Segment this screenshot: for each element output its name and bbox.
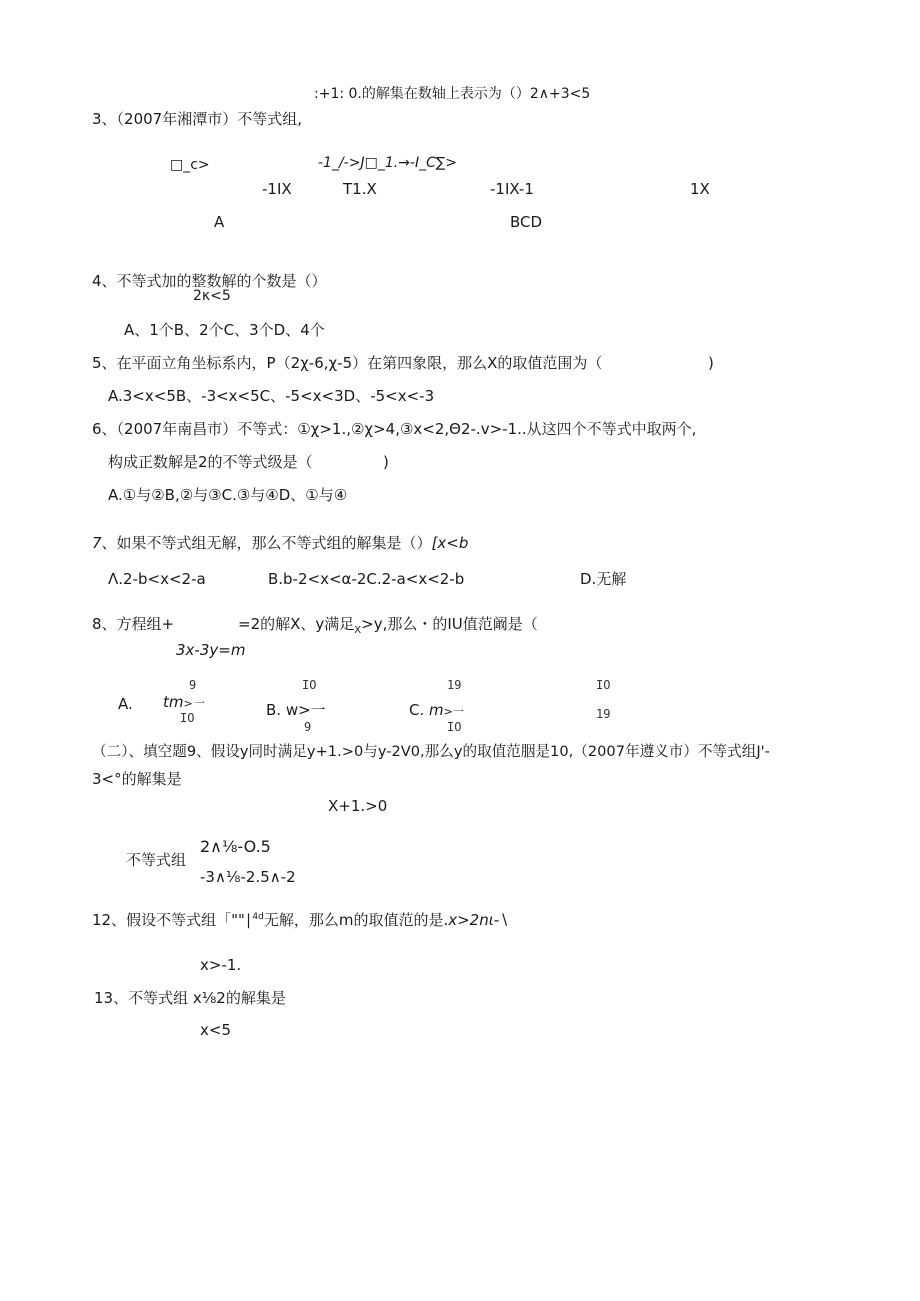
q8-option-c-label — [409, 703, 464, 718]
q2-tail: :+1: 0.的解集在数轴上表示为（）2∧+3<5 — [314, 86, 591, 102]
q12-sub-inequality: x>-1. — [200, 956, 242, 974]
q4-inequality: 2κ<5 — [193, 288, 231, 304]
q8-option-a-sym: >一 — [183, 697, 204, 710]
q3-numberline-fragment-mid: -1_/->J□_1.→-I_C∑> — [318, 155, 458, 171]
q8-option-a-top: 9 — [189, 678, 197, 692]
q8-stem-b — [238, 617, 538, 636]
q13-sub-inequality: x<5 — [200, 1021, 231, 1039]
q7-tail: [x<b — [431, 534, 469, 552]
q3-tick-4: 1X — [690, 180, 710, 198]
q5-close-paren: ) — [708, 354, 714, 372]
q6-line2-close-paren: ) — [383, 453, 389, 471]
q11-bottom-inequality: -3∧⅛-2.5∧-2 — [200, 868, 296, 886]
q3-option-bcd-label: BCD — [510, 213, 543, 231]
q8-option-b-bottom: 9 — [304, 720, 312, 734]
q7-stem — [92, 536, 468, 551]
q8-option-c-var: m — [429, 701, 444, 719]
q4-options: A、1个B、2个C、3个D、4个 — [124, 321, 325, 339]
q11-top-inequality: 2∧⅛-O.5 — [200, 837, 271, 856]
q5-options: A.3<x<5B、-3<x<5C、-5<x<3D、-5<x<-3 — [108, 387, 435, 405]
q12-stem-text-2: 无解，那么m的取值范的是. — [263, 911, 449, 929]
q8-option-b-label: B. w>一 — [266, 701, 326, 719]
q8-option-c-sym: >一 — [443, 705, 464, 718]
q7-option-bc: B.b-2<x<α-2C.2-a<x<2-b — [268, 570, 465, 588]
q12-tail: x>2nι-∖ — [448, 911, 509, 929]
q4-stem: 4、不等式加的整数解的个数是（） — [92, 272, 327, 290]
q8-stem-b-text: =2的解X、y满足 — [238, 615, 355, 633]
q8-stem-subscript: X — [354, 625, 362, 636]
q3-tick-1: -1IX — [262, 180, 292, 198]
q8-option-d-top: IO — [596, 678, 611, 692]
q8-option-d-bottom: 19 — [596, 707, 611, 721]
q8-option-b-top: IO — [302, 678, 317, 692]
q7-number: 7 — [92, 534, 102, 552]
q7-option-a: Λ.2-b<x<2-a — [108, 570, 206, 588]
q8-option-c-letter: C. — [409, 701, 425, 719]
q8-option-a-main — [163, 695, 204, 710]
q12-superscript: 4d — [252, 912, 264, 922]
q3-tick-3: -1IX-1 — [490, 180, 534, 198]
q3-tick-2: T1.X — [343, 180, 377, 198]
q12-stem-text: 12、假设不等式组「""∣ — [92, 911, 253, 929]
q3-stem: 3、（2007年湘潭市）不等式组, — [92, 110, 302, 128]
q12-stem — [92, 913, 509, 928]
q6-options: A.①与②B,②与③C.③与④D、①与④ — [108, 486, 348, 504]
q11-label: 不等式组 — [126, 851, 187, 869]
q3-numberline-fragment-left: □_c> — [170, 157, 210, 173]
q8-option-a-bottom: IO — [180, 711, 195, 725]
q8-stem-c-text: >y,那么・的IU值范阚是（ — [361, 615, 538, 633]
q6-line2: 构成正数解是2的不等式级是（ — [108, 453, 313, 471]
section2-line1: （二）、填空题9、假设y同时满足y+1.>0与y-2V0,那么y的取值范胭是10,（2007年遵义市）不等式组J'- — [92, 743, 770, 760]
q8-stem-a: 8、方程组+ — [92, 615, 175, 633]
q3-option-a-label: A — [214, 213, 225, 231]
q7-option-d: D.无解 — [580, 570, 627, 588]
q8-option-a-label: A. — [118, 695, 133, 713]
q8-equation-2: 3x-3y=m — [176, 641, 246, 659]
q6-stem: 6、（2007年南昌市）不等式：①χ>1.,②χ>4,③x<2,Θ2-.v>-1..从这四个不等式中取两个, — [92, 420, 697, 438]
q5-stem: 5、在平面立角坐标系内，P（2χ-6,χ-5）在第四象限，那么X的取值范围为（ — [92, 354, 603, 372]
section2-x-inequality: X+1.>0 — [328, 797, 388, 815]
q8-option-c-top: 19 — [447, 678, 462, 692]
q13-stem: 13、不等式组 x⅛2的解集是 — [94, 989, 286, 1007]
q7-stem-text: 、如果不等式组无解，那么不等式组的解集是（） — [101, 534, 432, 552]
section2-line2: 3<°的解集是 — [92, 770, 182, 788]
q8-option-a-var: tm — [163, 693, 184, 711]
q8-option-c-bottom: IO — [447, 720, 462, 734]
